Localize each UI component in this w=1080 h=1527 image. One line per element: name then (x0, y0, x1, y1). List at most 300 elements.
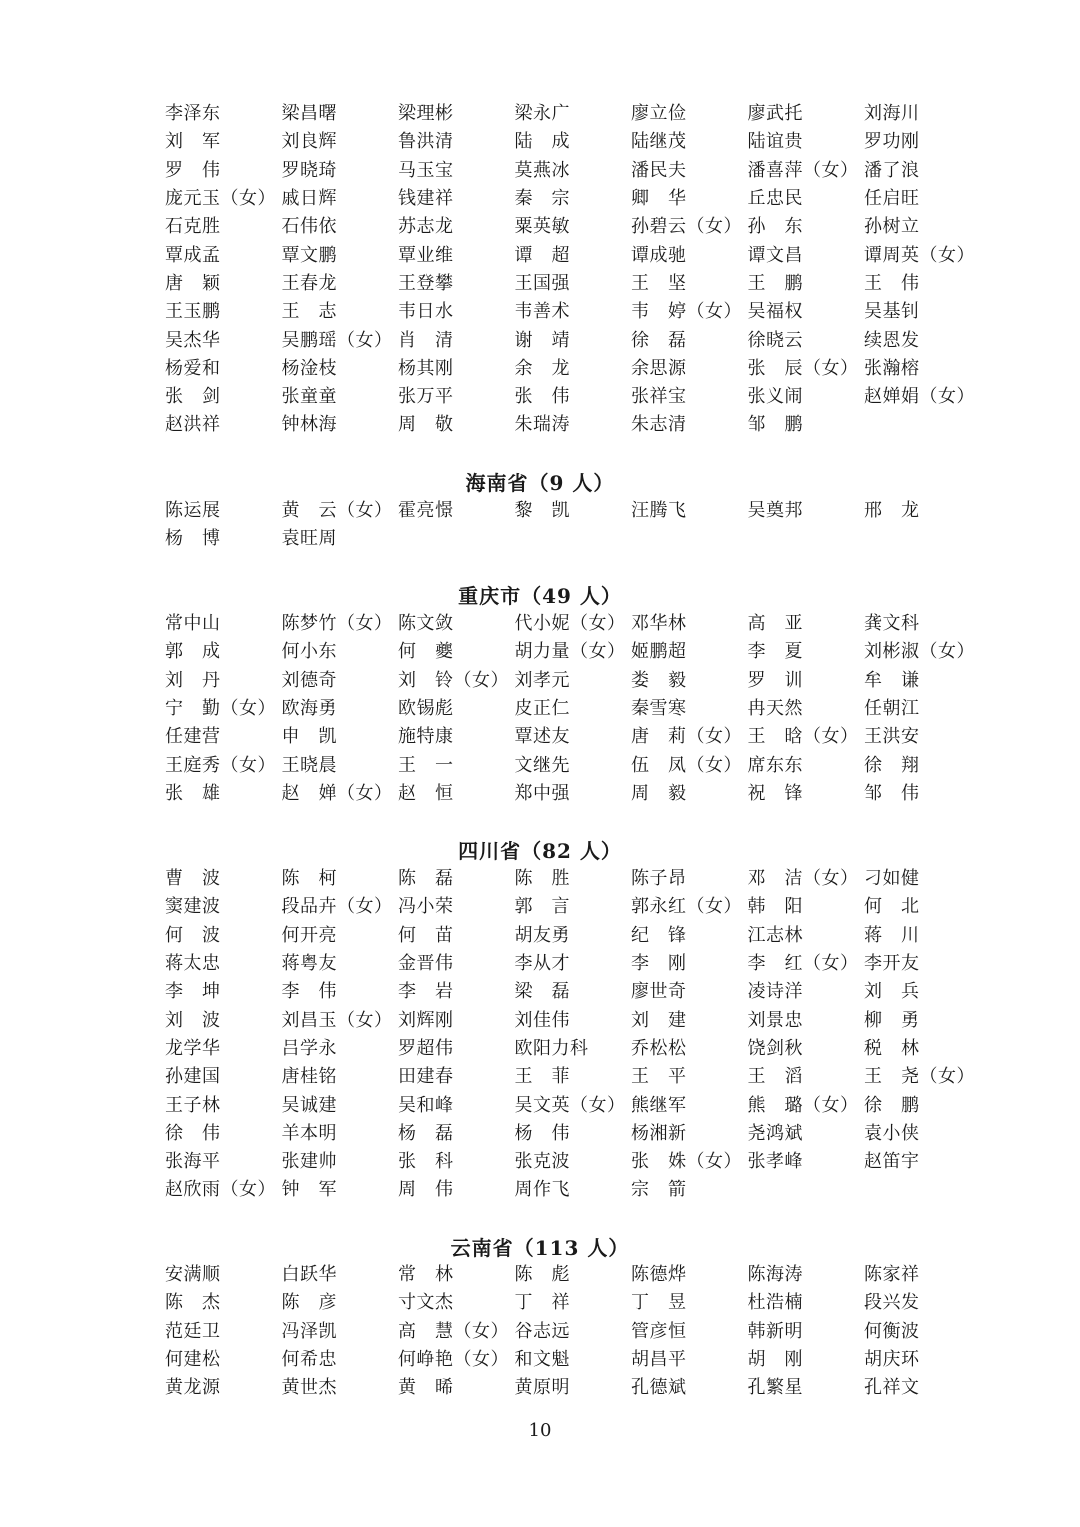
name-cell: 刘佳伟 (514, 1009, 570, 1031)
name-cell: 张 姝（女） (631, 1151, 742, 1173)
name-cell: 吴和峰 (398, 1094, 454, 1116)
name-cell: 肖 清 (398, 329, 454, 351)
name-cell: 和文魁 (514, 1349, 570, 1371)
name-cell: 刘 兵 (864, 981, 920, 1003)
name-cell: 陈 杰 (165, 1292, 221, 1314)
name-cell: 韦日水 (398, 301, 454, 323)
name-cell: 罗 训 (747, 669, 803, 691)
name-cell: 陆 成 (514, 131, 570, 153)
name-cell: 徐 鹏 (864, 1094, 920, 1116)
name-cell: 羊本明 (281, 1122, 337, 1144)
name-cell: 唐 莉（女） (631, 726, 742, 748)
name-row (165, 381, 985, 409)
name-cell: 冉天然 (747, 698, 803, 720)
name-cell: 何建松 (165, 1349, 221, 1371)
name-cell: 张 科 (398, 1151, 454, 1173)
name-cell: 徐 磊 (631, 329, 687, 351)
name-cell: 尧鸿斌 (747, 1122, 803, 1144)
name-cell: 吴基钊 (864, 301, 920, 323)
name-cell: 周作飞 (514, 1179, 570, 1201)
name-cell: 梁永广 (514, 103, 570, 125)
name-cell: 李 坤 (165, 981, 221, 1003)
name-cell: 范廷卫 (165, 1320, 221, 1342)
name-row (165, 1089, 985, 1117)
name-cell: 赵笛宇 (864, 1151, 920, 1173)
name-cell: 杨爱和 (165, 357, 221, 379)
name-cell: 陈子昂 (631, 868, 687, 890)
name-cell: 张万平 (398, 386, 454, 408)
name-cell: 任启旺 (864, 188, 920, 210)
name-row (165, 98, 985, 126)
name-cell: 何开亮 (281, 924, 337, 946)
name-cell: 黎 凯 (514, 500, 570, 522)
name-cell: 朱瑞涛 (514, 414, 570, 436)
name-cell: 税 林 (864, 1037, 920, 1059)
name-row (165, 324, 985, 352)
name-cell: 杨 磊 (398, 1122, 454, 1144)
name-cell: 王 滔 (747, 1066, 803, 1088)
name-cell: 白跃华 (281, 1264, 337, 1286)
name-cell: 黄世杰 (281, 1377, 337, 1399)
name-cell: 袁旺周 (281, 528, 337, 550)
name-cell: 卿 华 (631, 188, 687, 210)
name-cell: 王庭秀（女） (165, 754, 276, 776)
name-cell: 廖世奇 (631, 981, 687, 1003)
name-cell: 孔德斌 (631, 1377, 687, 1399)
name-cell: 张克波 (514, 1151, 570, 1173)
name-cell: 龚文科 (864, 613, 920, 635)
name-cell: 王 尧（女） (864, 1066, 975, 1088)
name-cell: 段兴发 (864, 1292, 920, 1314)
name-row (165, 721, 985, 749)
name-row (165, 1004, 985, 1032)
name-cell: 郭永红（女） (631, 896, 742, 918)
name-cell: 陈 柯 (281, 868, 337, 890)
name-cell: 李泽东 (165, 103, 221, 125)
name-cell: 覃成孟 (165, 244, 221, 266)
name-cell: 龙学华 (165, 1037, 221, 1059)
name-cell: 邓华林 (631, 613, 687, 635)
name-cell: 李开友 (864, 953, 920, 975)
section-heading-yunnan: 云南省（113 人） (450, 1236, 630, 1260)
name-row (165, 1174, 985, 1202)
name-cell: 王春龙 (281, 272, 337, 294)
name-cell: 欧阳力科 (514, 1037, 589, 1059)
name-cell: 丘忠民 (747, 188, 803, 210)
name-cell: 欧海勇 (281, 698, 337, 720)
name-cell: 杨其刚 (398, 357, 454, 379)
name-cell: 陆谊贵 (747, 131, 803, 153)
name-row (165, 1344, 985, 1372)
name-cell: 石克胜 (165, 216, 221, 238)
name-cell: 刘德奇 (281, 669, 337, 691)
name-cell: 韦 婷（女） (631, 301, 742, 323)
name-cell: 任建营 (165, 726, 221, 748)
name-cell: 郭 成 (165, 641, 221, 663)
name-cell: 乔松松 (631, 1037, 687, 1059)
name-cell: 庞元玉（女） (165, 188, 276, 210)
name-cell: 刘 铃（女） (398, 669, 509, 691)
name-cell: 谢 靖 (514, 329, 570, 351)
name-cell: 柳 勇 (864, 1009, 920, 1031)
name-cell: 袁小侠 (864, 1122, 920, 1144)
name-cell: 熊继军 (631, 1094, 687, 1116)
name-cell: 任朝江 (864, 698, 920, 720)
name-cell: 刘 波 (165, 1009, 221, 1031)
name-cell: 段品卉（女） (281, 896, 393, 918)
name-cell: 管彦恒 (631, 1320, 687, 1342)
name-cell: 李 刚 (631, 953, 687, 975)
name-row (165, 891, 985, 919)
name-cell: 皮正仁 (514, 698, 570, 720)
name-cell: 刘良辉 (281, 131, 337, 153)
name-cell: 唐桂铭 (281, 1066, 337, 1088)
name-cell: 秦 宗 (514, 188, 570, 210)
page-number: 10 (528, 1420, 552, 1441)
name-cell: 张义闹 (747, 386, 803, 408)
name-cell: 刘辉刚 (398, 1009, 454, 1031)
name-cell: 梁理彬 (398, 103, 454, 125)
name-cell: 钱建祥 (398, 188, 454, 210)
name-cell: 王 伟 (864, 272, 920, 294)
name-row (165, 296, 985, 324)
name-cell: 蒋太忠 (165, 953, 221, 975)
name-cell: 赵婵娟（女） (864, 386, 975, 408)
name-cell: 张 辰（女） (747, 357, 859, 379)
name-cell: 吕学永 (281, 1037, 337, 1059)
name-cell: 丁 祥 (514, 1292, 570, 1314)
name-cell: 秦雪寒 (631, 698, 687, 720)
name-cell: 谷志远 (514, 1320, 570, 1342)
name-cell: 钟 军 (281, 1179, 337, 1201)
name-row (165, 523, 985, 551)
name-row (165, 1316, 985, 1344)
name-row (165, 749, 985, 777)
name-cell: 王登攀 (398, 272, 454, 294)
name-cell: 廖立俭 (631, 103, 687, 125)
name-cell: 谭文昌 (747, 244, 803, 266)
name-row (165, 863, 985, 891)
name-cell: 黄龙源 (165, 1377, 221, 1399)
name-cell: 李 红（女） (747, 953, 859, 975)
name-cell: 霍亮憬 (398, 500, 454, 522)
name-cell: 伍 凤（女） (631, 754, 742, 776)
name-cell: 宗 箭 (631, 1179, 687, 1201)
name-cell: 赵欣雨（女） (165, 1179, 276, 1201)
name-cell: 续恩发 (864, 329, 920, 351)
name-cell: 王 一 (398, 754, 454, 776)
name-cell: 高 慧（女） (398, 1320, 509, 1342)
name-cell: 赵 婵（女） (281, 782, 393, 804)
name-cell: 常中山 (165, 613, 221, 635)
name-cell: 周 敬 (398, 414, 454, 436)
name-cell: 张祥宝 (631, 386, 687, 408)
name-cell: 余思源 (631, 357, 687, 379)
name-cell: 黄原明 (514, 1377, 570, 1399)
name-cell: 苏志龙 (398, 216, 454, 238)
name-cell: 寸文杰 (398, 1292, 454, 1314)
name-cell: 杨 伟 (514, 1122, 570, 1144)
name-grid-sichuan (165, 863, 985, 1203)
name-cell: 蒋 川 (864, 924, 920, 946)
name-cell: 熊 璐（女） (747, 1094, 859, 1116)
name-cell: 张孝峰 (747, 1151, 803, 1173)
name-cell: 刘昌玉（女） (281, 1009, 393, 1031)
name-cell: 李 伟 (281, 981, 337, 1003)
name-grid-yunnan (165, 1259, 985, 1400)
name-cell: 胡昌平 (631, 1349, 687, 1371)
name-cell: 潘了浪 (864, 159, 920, 181)
name-cell: 韩 阳 (747, 896, 803, 918)
name-row (165, 976, 985, 1004)
name-cell: 李从才 (514, 953, 570, 975)
name-cell: 李 岩 (398, 981, 454, 1003)
name-cell: 鲁洪清 (398, 131, 454, 153)
name-cell: 唐 颖 (165, 272, 221, 294)
name-cell: 杜浩楠 (747, 1292, 803, 1314)
name-cell: 孔繁星 (747, 1377, 803, 1399)
name-cell: 王 晗（女） (747, 726, 859, 748)
name-row (165, 268, 985, 296)
name-cell: 潘民夫 (631, 159, 687, 181)
name-cell: 姬鹏超 (631, 641, 687, 663)
name-cell: 王 坚 (631, 272, 687, 294)
name-cell: 周 毅 (631, 782, 687, 804)
name-cell: 丁 昱 (631, 1292, 687, 1314)
name-row (165, 1118, 985, 1146)
name-cell: 江志林 (747, 924, 803, 946)
name-cell: 陈 彪 (514, 1264, 570, 1286)
name-cell: 田建春 (398, 1066, 454, 1088)
name-cell: 何 波 (165, 924, 221, 946)
name-cell: 朱志清 (631, 414, 687, 436)
name-cell: 何 北 (864, 896, 920, 918)
name-row (165, 155, 985, 183)
name-cell: 申 凯 (281, 726, 337, 748)
name-cell: 潘喜萍（女） (747, 159, 859, 181)
name-row (165, 665, 985, 693)
name-grid-continued (165, 98, 985, 438)
name-cell: 陆继茂 (631, 131, 687, 153)
name-cell: 张童童 (281, 386, 337, 408)
name-cell: 刘海川 (864, 103, 920, 125)
section-heading-hainan: 海南省（9 人） (465, 471, 615, 495)
name-row (165, 778, 985, 806)
name-row (165, 495, 985, 523)
name-cell: 吴鹏瑶（女） (281, 329, 393, 351)
name-row (165, 1259, 985, 1287)
name-cell: 胡友勇 (514, 924, 570, 946)
name-cell: 冯小荣 (398, 896, 454, 918)
name-cell: 刘 丹 (165, 669, 221, 691)
name-cell: 汪腾飞 (631, 500, 687, 522)
name-cell: 黄 晞 (398, 1377, 454, 1399)
name-cell: 张 伟 (514, 386, 570, 408)
name-cell: 冯泽凯 (281, 1320, 337, 1342)
section-heading-chongqing: 重庆市（49 人） (458, 584, 622, 608)
name-cell: 刘景忠 (747, 1009, 803, 1031)
name-row (165, 693, 985, 721)
name-cell: 张瀚榕 (864, 357, 920, 379)
name-row (165, 1372, 985, 1400)
name-cell: 谭成驰 (631, 244, 687, 266)
name-cell: 梁昌曙 (281, 103, 337, 125)
name-cell: 王国强 (514, 272, 570, 294)
name-row (165, 920, 985, 948)
name-cell: 戚日辉 (281, 188, 337, 210)
name-cell: 王晓晨 (281, 754, 337, 776)
name-cell: 周 伟 (398, 1179, 454, 1201)
name-cell: 孙树立 (864, 216, 920, 238)
name-cell: 谭周英（女） (864, 244, 975, 266)
name-cell: 蒋粤友 (281, 953, 337, 975)
name-cell: 邹 鹏 (747, 414, 803, 436)
name-cell: 凌诗洋 (747, 981, 803, 1003)
name-cell: 杨湘新 (631, 1122, 687, 1144)
name-cell: 赵 恒 (398, 782, 454, 804)
name-cell: 李 夏 (747, 641, 803, 663)
name-cell: 刘彬淑（女） (864, 641, 975, 663)
name-cell: 陈 彦 (281, 1292, 337, 1314)
name-cell: 徐晓云 (747, 329, 803, 351)
name-cell: 常 林 (398, 1264, 454, 1286)
name-cell: 谭 超 (514, 244, 570, 266)
name-cell: 张建帅 (281, 1151, 337, 1173)
name-cell: 曹 波 (165, 868, 221, 890)
name-cell: 何 苗 (398, 924, 454, 946)
name-row (165, 1146, 985, 1174)
name-cell: 廖武托 (747, 103, 803, 125)
name-row (165, 948, 985, 976)
name-cell: 王 菲 (514, 1066, 570, 1088)
name-cell: 吴杰华 (165, 329, 221, 351)
name-cell: 王玉鹏 (165, 301, 221, 323)
name-row (165, 608, 985, 636)
name-cell: 施特康 (398, 726, 454, 748)
name-cell: 罗超伟 (398, 1037, 454, 1059)
name-cell: 高 亚 (747, 613, 803, 635)
name-cell: 陈 磊 (398, 868, 454, 890)
name-cell: 陈家祥 (864, 1264, 920, 1286)
name-cell: 胡庆环 (864, 1349, 920, 1371)
name-cell: 吴诚建 (281, 1094, 337, 1116)
name-cell: 吴文英（女） (514, 1094, 626, 1116)
name-cell: 罗 伟 (165, 159, 221, 181)
name-cell: 罗晓琦 (281, 159, 337, 181)
name-cell: 胡力量（女） (514, 641, 626, 663)
name-row (165, 1287, 985, 1315)
name-cell: 王子林 (165, 1094, 221, 1116)
name-cell: 孙 东 (747, 216, 803, 238)
name-cell: 王 平 (631, 1066, 687, 1088)
section-heading-sichuan: 四川省（82 人） (458, 839, 622, 863)
name-cell: 孙碧云（女） (631, 216, 742, 238)
name-cell: 石伟依 (281, 216, 337, 238)
name-cell: 娄 毅 (631, 669, 687, 691)
name-cell: 张 雄 (165, 782, 221, 804)
name-cell: 席东东 (747, 754, 803, 776)
name-cell: 杨淦枝 (281, 357, 337, 379)
name-cell: 邓 洁（女） (747, 868, 859, 890)
name-cell: 韩新明 (747, 1320, 803, 1342)
name-cell: 杨 博 (165, 528, 221, 550)
name-cell: 邹 伟 (864, 782, 920, 804)
name-cell: 陈运展 (165, 500, 221, 522)
name-cell: 刘孝元 (514, 669, 570, 691)
name-cell: 余 龙 (514, 357, 570, 379)
name-cell: 张海平 (165, 1151, 221, 1173)
name-row (165, 239, 985, 267)
name-cell: 郑中强 (514, 782, 570, 804)
name-row (165, 183, 985, 211)
name-cell: 纪 锋 (631, 924, 687, 946)
name-cell: 何衡波 (864, 1320, 920, 1342)
name-row (165, 353, 985, 381)
name-cell: 牟 谦 (864, 669, 920, 691)
name-cell: 马玉宝 (398, 159, 454, 181)
name-grid-chongqing (165, 608, 985, 806)
name-cell: 徐 翔 (864, 754, 920, 776)
name-row (165, 636, 985, 664)
name-cell: 文继先 (514, 754, 570, 776)
name-cell: 陈梦竹（女） (281, 613, 393, 635)
name-cell: 金晋伟 (398, 953, 454, 975)
name-cell: 陈德烨 (631, 1264, 687, 1286)
name-cell: 莫燕冰 (514, 159, 570, 181)
name-cell: 陈 胜 (514, 868, 570, 890)
name-cell: 代小妮（女） (514, 613, 626, 635)
name-cell: 韦善术 (514, 301, 570, 323)
name-cell: 张 剑 (165, 386, 221, 408)
name-cell: 饶剑秋 (747, 1037, 803, 1059)
name-row (165, 126, 985, 154)
name-cell: 窦建波 (165, 896, 221, 918)
name-row (165, 211, 985, 239)
name-cell: 梁 磊 (514, 981, 570, 1003)
name-cell: 刘 建 (631, 1009, 687, 1031)
name-cell: 赵洪祥 (165, 414, 221, 436)
name-cell: 何峥艳（女） (398, 1349, 509, 1371)
name-cell: 宁 勤（女） (165, 698, 276, 720)
name-cell: 覃述友 (514, 726, 570, 748)
name-cell: 徐 伟 (165, 1122, 221, 1144)
name-cell: 何希忠 (281, 1349, 337, 1371)
name-cell: 王 志 (281, 301, 337, 323)
name-cell: 粟英敏 (514, 216, 570, 238)
name-cell: 覃文鹏 (281, 244, 337, 266)
name-cell: 孙建国 (165, 1066, 221, 1088)
name-cell: 刘 军 (165, 131, 221, 153)
name-cell: 刁如健 (864, 868, 920, 890)
name-cell: 黄 云（女） (281, 500, 393, 522)
name-cell: 王 鹏 (747, 272, 803, 294)
name-cell: 王洪安 (864, 726, 920, 748)
name-grid-hainan (165, 495, 985, 552)
name-row (165, 409, 985, 437)
name-row (165, 1033, 985, 1061)
name-cell: 邢 龙 (864, 500, 920, 522)
name-cell: 吴福权 (747, 301, 803, 323)
name-cell: 陈文敛 (398, 613, 454, 635)
name-row (165, 1061, 985, 1089)
name-cell: 何小东 (281, 641, 337, 663)
name-cell: 祝 锋 (747, 782, 803, 804)
name-cell: 孔祥文 (864, 1377, 920, 1399)
name-cell: 陈海涛 (747, 1264, 803, 1286)
name-cell: 钟林海 (281, 414, 337, 436)
name-cell: 胡 刚 (747, 1349, 803, 1371)
name-cell: 罗功刚 (864, 131, 920, 153)
